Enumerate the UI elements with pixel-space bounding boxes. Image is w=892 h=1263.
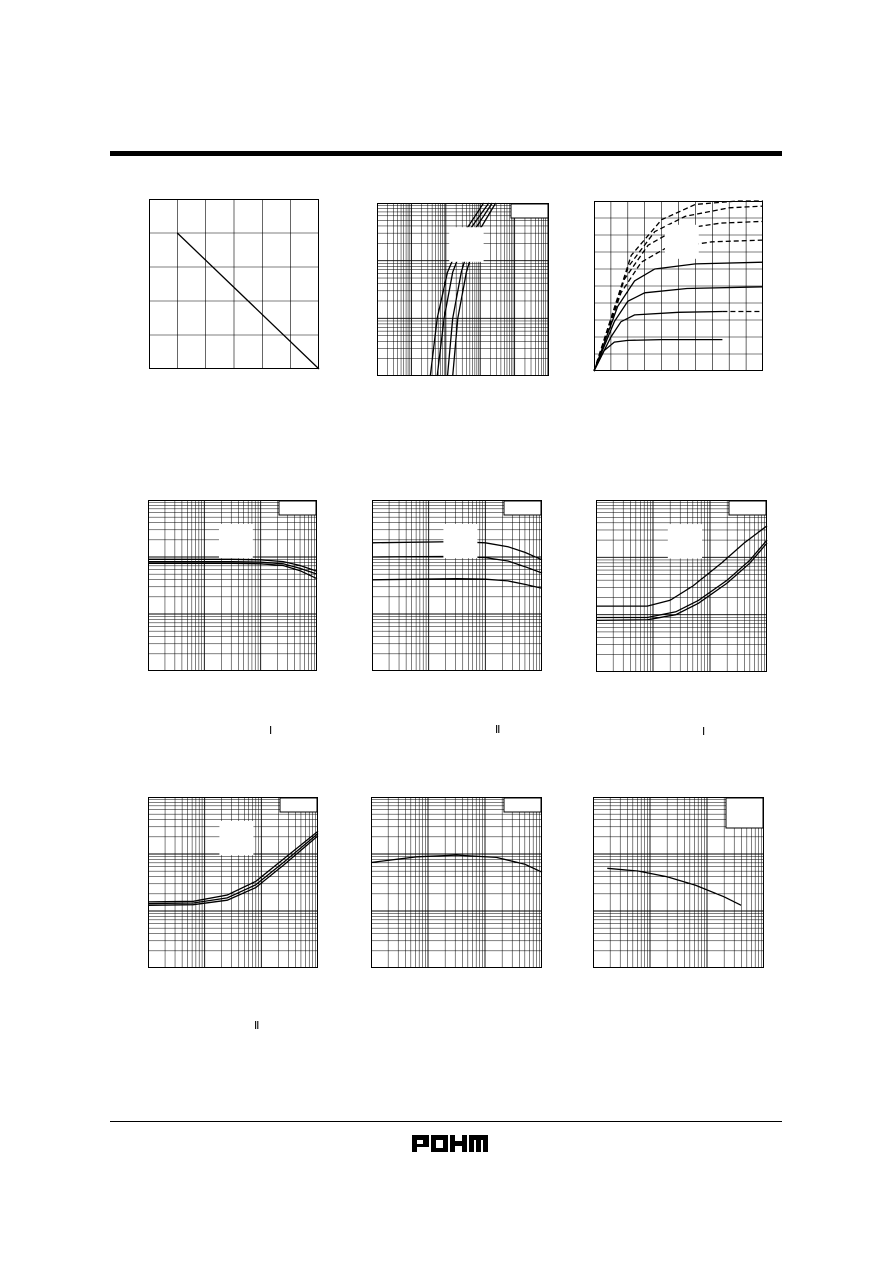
chart-svg xyxy=(593,797,764,968)
chart-4 xyxy=(148,500,317,671)
annotation-box xyxy=(668,524,702,558)
chart-svg xyxy=(148,500,317,671)
chart-3 xyxy=(594,201,763,371)
annotation-box xyxy=(449,227,483,262)
caption-roman-numeral: Ⅰ xyxy=(702,726,706,738)
caption-roman-numeral: Ⅱ xyxy=(495,724,501,736)
annotation-box xyxy=(219,524,253,558)
chart-6 xyxy=(596,500,767,672)
legend-box xyxy=(280,798,317,812)
legend-box xyxy=(279,501,316,515)
chart-5 xyxy=(372,500,542,671)
legend-box xyxy=(729,501,766,515)
chart-svg xyxy=(596,500,767,672)
annotation-box xyxy=(219,821,253,855)
chart-svg xyxy=(377,203,549,376)
legend-box xyxy=(511,204,548,218)
annotation-box xyxy=(443,524,477,558)
footer-rule xyxy=(110,1121,782,1122)
annotation-box xyxy=(665,225,699,259)
chart-8 xyxy=(371,797,542,968)
series-line-2 xyxy=(594,312,722,372)
grid xyxy=(371,797,542,968)
chart-9 xyxy=(593,797,764,968)
legend-box xyxy=(726,798,763,828)
chart-svg xyxy=(594,201,763,371)
chart-svg xyxy=(372,500,542,671)
legend-box xyxy=(504,501,541,515)
grid xyxy=(149,199,319,369)
caption-roman-numeral: Ⅰ xyxy=(269,725,273,737)
series-line-1 xyxy=(371,855,542,872)
chart-7 xyxy=(148,797,318,968)
caption-roman-numeral: Ⅱ xyxy=(254,1020,260,1032)
header-rule xyxy=(110,151,782,156)
chart-2 xyxy=(377,203,549,376)
series-line-2 xyxy=(372,556,542,573)
chart-svg xyxy=(371,797,542,968)
plot-frame xyxy=(372,798,542,968)
rohm-logo xyxy=(412,1133,488,1160)
chart-1 xyxy=(149,199,319,369)
legend-box xyxy=(504,798,541,812)
chart-svg xyxy=(149,199,319,369)
series-line-1 xyxy=(594,340,722,371)
chart-svg xyxy=(148,797,318,968)
